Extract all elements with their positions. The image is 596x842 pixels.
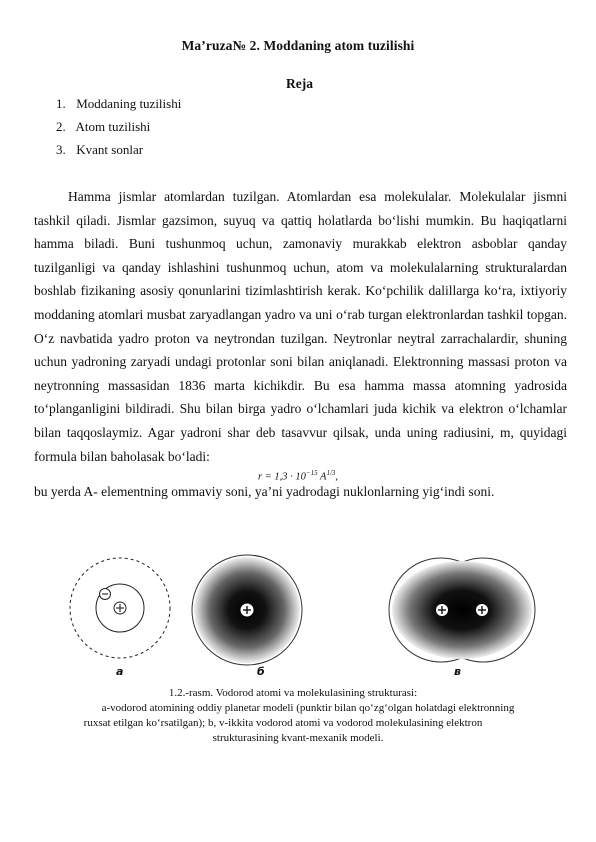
plan-item-text: Atom tuzilishi <box>75 119 151 134</box>
panel-label-b: б <box>257 665 265 678</box>
body-paragraph: Hamma jismlar atomlardan tuzilgan. Atomlardan esa molekulalar. Molekulalar jismni tashkil qiladi. Jismlar gazsimon, suyuq va qattiq holatlarda bo‘lishi mumkin. Bu haqiqatlarni hamma biladi. Buni tushunmoq uchun, zamonaviy murakkab elektron asboblar qanday tuzilganligi va qanday ishlashini tushunmoq uchun, atom va molekulalarning strukturalardan boshlab fizikaning asosiy qonunlarini tizimlashtirish kerak. Ko‘pchilik dalillarga ko‘ra, ixtiyoriy moddaning atomlari musbat zaryadlangan yadro va uni o‘rab turgan elektronlardan tashkil topgan. O‘z navbatida yadro proton va neytrondan tuzilgan. Neytronlar neytral zarrachalardir, shuning uchun yadroning zaryadi undagi protonlar soni bilan aniqlanadi. Elektronning massasi proton va neytronning massasidan 1836 marta kichikdir. Bu esa hamma massa atomning yadrosida to‘planganligini bildiradi. Shu bilan birga yadro o‘lchamlari juda kichik va elektron o‘lchamlar bilan taqqoslaymiz. Agar yadroni shar deb tasavvur qilsak, unda uning radiusini, m, quyidagi formula bilan baholasak bo‘ladi: <box>34 189 567 464</box>
plan-item-text: Moddaning tuzilishi <box>76 96 182 111</box>
caption-line: ruxsat etilgan ko‘rsatilgan); b, v-ikkita vodorod atomi va vodorod molekulasining elektron <box>83 717 483 729</box>
atom-cloud-model <box>192 555 302 665</box>
plan-item <box>56 92 181 115</box>
plan-item-text: Kvant sonlar <box>76 142 144 157</box>
formula-exponent: −15 <box>305 469 318 477</box>
panel-label-v: в <box>454 665 461 678</box>
formula-base: r = 1,3 · 10 <box>257 471 306 483</box>
formula-tail: , <box>335 471 339 483</box>
formula-explanation: bu yerda A- elementning ommaviy soni, ya’ni yadrodagi nuklonlarning yig‘indi soni. <box>34 484 495 499</box>
plan-item <box>56 115 181 138</box>
figure-caption <box>0 686 596 746</box>
formula-cube-root: 1/3 <box>326 469 336 477</box>
plan-heading: Reja <box>286 76 313 91</box>
molecule-electron-cloud <box>392 561 532 659</box>
plan-item-number: 3. <box>56 142 66 157</box>
hydrogen-figure-drawing <box>60 538 538 682</box>
panel-label-a: а <box>116 665 124 678</box>
plan-item-number: 1. <box>56 96 66 111</box>
lecture-title: Ma’ruza№ 2. Moddaning atom tuzilishi <box>181 38 415 53</box>
caption-line: strukturasining kvant-mexanik modeli. <box>212 732 384 744</box>
caption-line: 1.2.-rasm. Vodorod atomi va molekulasining strukturasi: <box>168 687 418 699</box>
molecule-cloud-model <box>389 558 535 662</box>
caption-line: a-vodorod atomining oddiy planetar modeli (punktir bilan qo‘zg‘olgan holatdagi elektronning <box>101 702 515 714</box>
plan-item-number: 2. <box>56 119 66 134</box>
hydrogen-figure <box>60 538 538 682</box>
formula-variable: A <box>317 471 327 483</box>
plan-list <box>56 92 181 161</box>
radius-formula <box>0 469 596 483</box>
planetary-model <box>70 558 170 658</box>
plan-item <box>56 138 181 161</box>
